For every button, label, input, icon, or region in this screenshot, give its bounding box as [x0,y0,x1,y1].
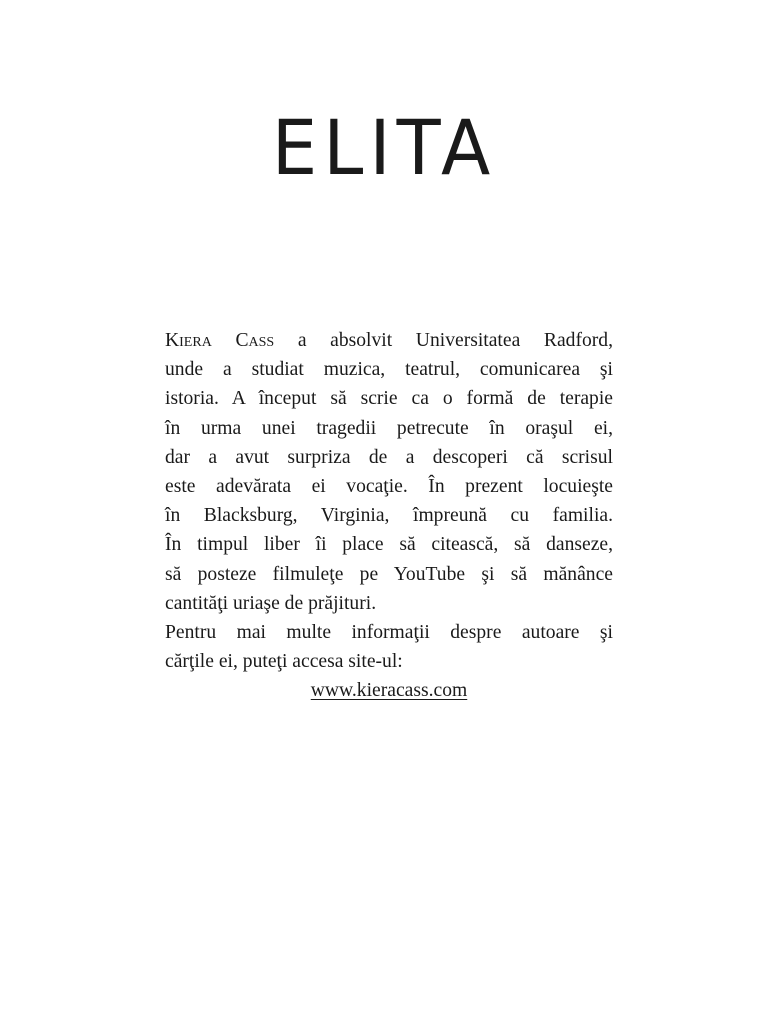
bio-line: Pentru mai multe informaţii despre autoare şi [165,622,613,644]
bio-line: dar a avut surpriza de a descoperi că scrisul [165,446,613,468]
bio-line: cantităţi uriaşe de prăjituri. [165,592,377,614]
book-title: ELITA [271,103,497,193]
author-first-name: Kiera [165,330,212,351]
author-last-name: Cass [235,330,275,351]
bio-line: este adevărata ei vocaţie. În prezent locuieşte [165,476,613,498]
bio-line: istoria. A început să scrie ca o formă de terapie [165,388,613,410]
author-bio [165,326,613,706]
website-link[interactable]: www.kieracass.com [310,680,468,702]
website-line [165,676,613,705]
bio-line: în Blacksburg, Virginia, împreună cu familia. [165,505,613,527]
bio-line: să posteze filmuleţe pe YouTube şi să mănânce [165,563,613,585]
bio-line: în urma unei tragedii petrecute în oraşul ei, [165,417,613,439]
author-name [165,330,274,351]
bio-line: cărţile ei, puteţi accesa site-ul: [165,651,403,673]
bio-line: unde a studiat muzica, teatrul, comunicarea şi [165,359,613,381]
bio-line-text: a absolvit Universitatea Radford, [274,330,613,351]
bio-line [165,326,613,355]
bio-line: În timpul liber îi place să citească, să danseze, [165,534,613,556]
